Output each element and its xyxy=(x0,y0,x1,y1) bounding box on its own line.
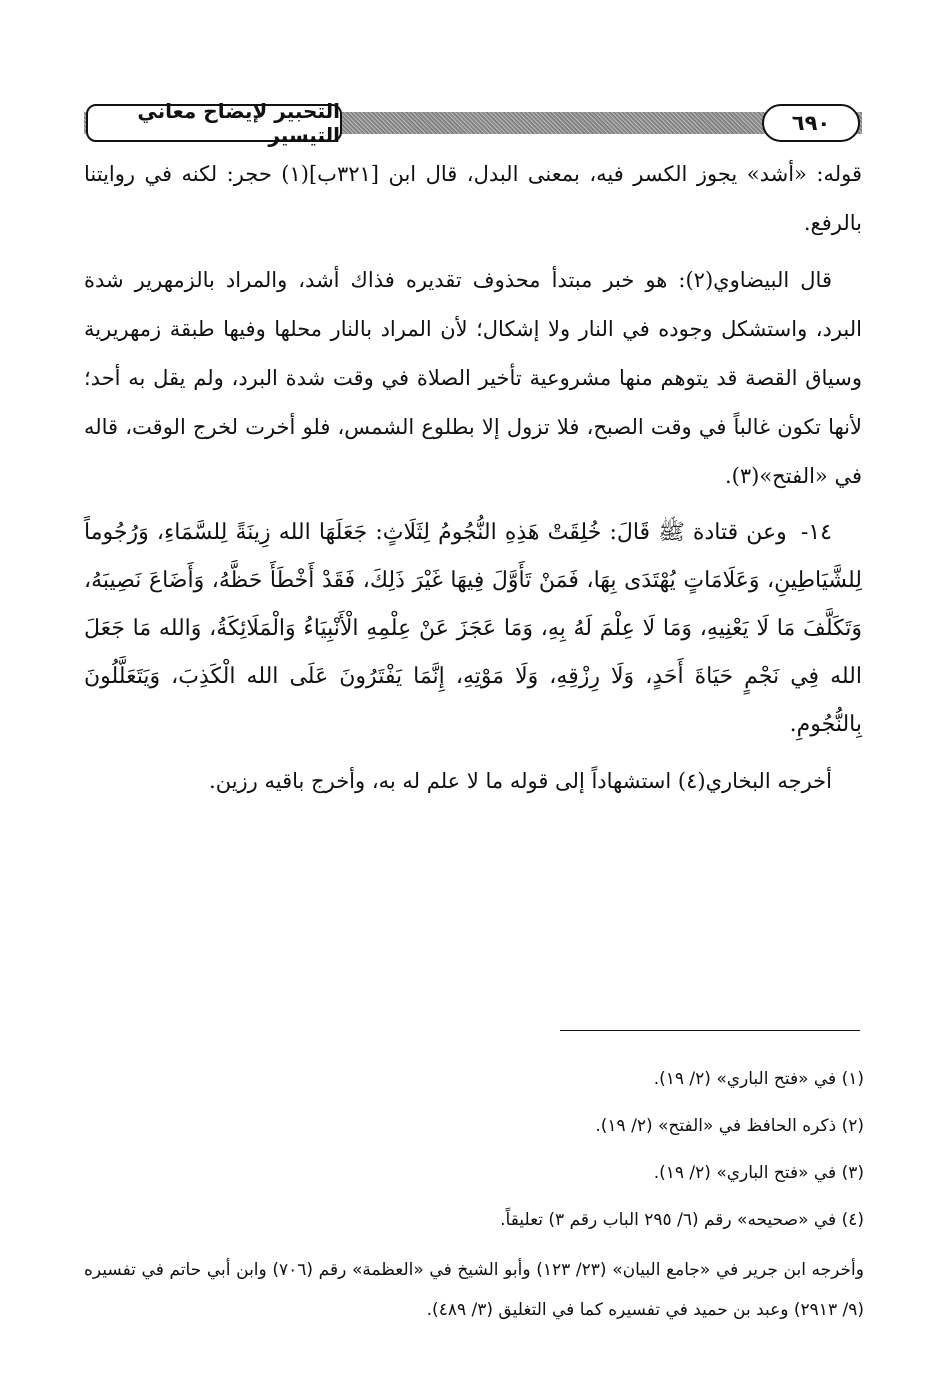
hadith-14 xyxy=(84,509,862,749)
footnote-separator xyxy=(560,1030,860,1031)
page-header xyxy=(84,100,862,146)
footnote-1: (١) في «فتح الباري» (٢/ ١٩). xyxy=(653,1069,864,1089)
footnote-3: (٣) في «فتح الباري» (٢/ ١٩). xyxy=(653,1163,864,1183)
paragraph-baydawi: قال البيضاوي(٢): هو خبر مبتدأ محذوف تقديره فذاك أشد، والمراد بالزمهرير شدة البرد، واستشكل وجوده في النار ولا إشكال؛ لأن المراد بالنار محلها وفيها طبقة زمهريرية وسياق القصة قد يتوهم منها مشروعية تأخير الصلاة في وقت شدة البرد، ولم يقل به أحد؛ لأنها تكون غالباً في وقت الصبح، فلا تزول إلا بطلوع الشمس، فلو أخرت لخرج الوقت، قاله في «الفتح»(٣). xyxy=(84,268,862,488)
book-title: التحبير لإيضاح معاني التيسير xyxy=(86,104,342,142)
footnote-2: (٢) ذكره الحافظ في «الفتح» (٢/ ١٩). xyxy=(595,1116,864,1136)
footnote-4-continuation: وأخرجه ابن جرير في «جامع البيان» (٢٣/ ١٢٣) وأبو الشيخ في «العظمة» رقم (٧٠٦) وابن أبي حاتم في تفسيره (٩/ ٢٩١٣) وعبد بن حميد في تفسيره كما في التغليق (٣/ ٤٨٩). xyxy=(84,1260,864,1320)
main-text xyxy=(84,150,862,806)
paragraph-ashadd: قوله: «أشد» يجوز الكسر فيه، بمعنى البدل، قال ابن [٣٢١ب](١) حجر: لكنه في روايتنا بالرفع. xyxy=(84,162,862,235)
takhrij-note: أخرجه البخاري(٤) استشهاداً إلى قوله ما لا علم له به، وأخرج باقيه رزين. xyxy=(209,769,832,793)
footnote-4: (٤) في «صحيحه» رقم (٦/ ٢٩٥ الباب رقم ٣) تعليقاً. xyxy=(500,1210,864,1230)
hadith-number: ١٤- xyxy=(800,520,832,545)
footnotes xyxy=(84,1062,864,1330)
page-number: ٦٩٠ xyxy=(762,104,860,142)
hadith-text: وعن قتادة ﷺ قَالَ: خُلِقَتْ هَذِهِ النُّجُومُ لِثَلَاثٍ: جَعَلَهَا الله زِينَةً لِلسَّمَاءِ، وَرُجُوماً لِلشَّيَاطِينِ، وَعَلَامَاتٍ يُهْتَدَى بِهَا، فَمَنْ تَأَوَّلَ فِيهَا غَيْرَ ذَلِكَ، فَقَدْ أَخْطَأَ حَظَّهُ، وَأَضَاعَ نَصِيبَهُ، وَتَكَلَّفَ مَا لَا يَعْنِيهِ، وَمَا لَا عِلْمَ لَهُ بِهِ، وَمَا عَجَزَ عَنْ عِلْمِهِ الْأَنْبِيَاءُ وَالْمَلَائِكَةُ، وَالله مَا جَعَلَ الله فِي نَجْمٍ حَيَاةَ أَحَدٍ، وَلَا رِزْقِهِ، وَلَا مَوْتِهِ، إِنَّمَا يَفْتَرُونَ عَلَى الله الْكَذِبَ، وَيَتَعَلَّلُونَ بِالنُّجُومِ. xyxy=(84,520,862,737)
